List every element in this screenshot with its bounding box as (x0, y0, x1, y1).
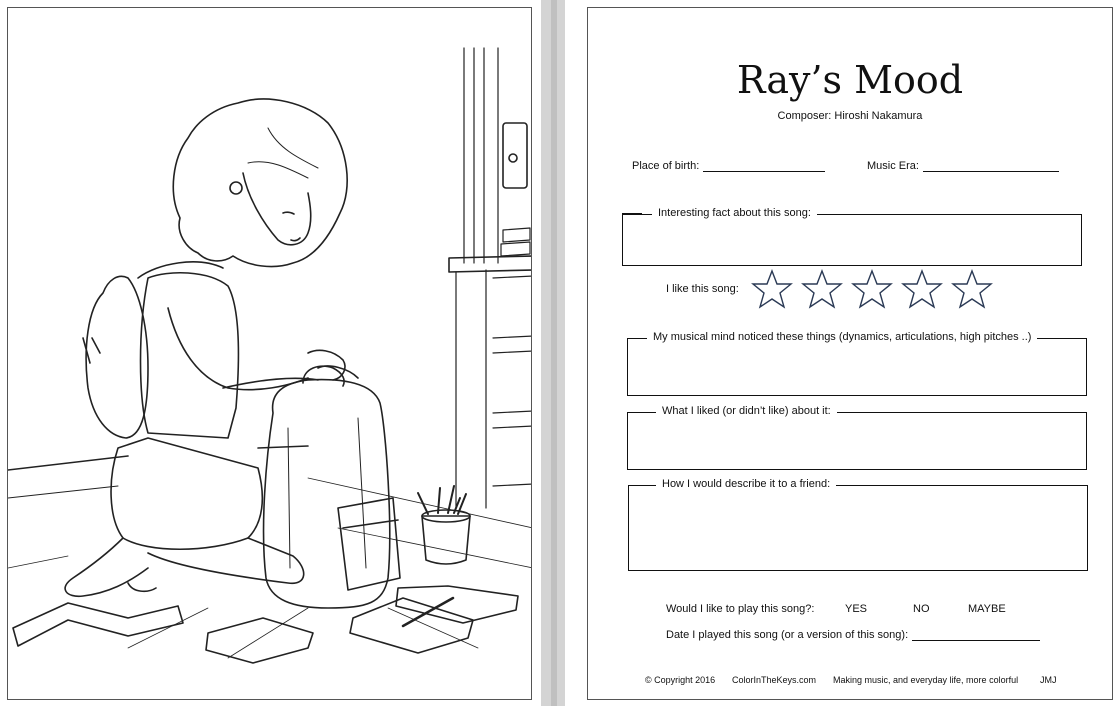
star-icon[interactable] (751, 269, 793, 309)
noticed-things-box[interactable] (627, 338, 1087, 396)
footer-copyright: © Copyright 2016 (645, 675, 716, 685)
play-question-label: Would I like to play this song?: (666, 603, 815, 615)
song-title: Ray’s Mood (736, 58, 964, 102)
liked-box[interactable] (627, 412, 1087, 470)
page-separator-gutter (551, 0, 557, 706)
footer-site: ColorInTheKeys.com (732, 675, 817, 685)
like-song-label: I like this song: (666, 283, 739, 295)
date-played-label: Date I played this song (or a version of this song): (666, 629, 909, 641)
star-icon[interactable] (851, 269, 893, 309)
coloring-page (7, 7, 532, 700)
box-edge (622, 213, 642, 215)
place-of-birth-input[interactable] (703, 159, 825, 172)
composer-line: Composer: Hiroshi Nakamura (777, 110, 923, 122)
noticed-things-label: My musical mind noticed these things (dynamics, articulations, high pitches ..) (647, 331, 1037, 343)
option-no[interactable]: NO (913, 603, 930, 615)
liked-label: What I liked (or didn’t like) about it: (656, 405, 837, 417)
music-worksheet-page (587, 7, 1113, 700)
music-era-label: Music Era: (867, 160, 919, 172)
footer-initials: JMJ (1040, 675, 1057, 685)
music-era-input[interactable] (923, 159, 1059, 172)
star-icon[interactable] (801, 269, 843, 309)
star-icon[interactable] (951, 269, 993, 309)
place-of-birth-field (632, 159, 825, 172)
option-maybe[interactable]: MAYBE (968, 603, 1006, 615)
date-played-input[interactable] (912, 628, 1040, 641)
coloring-illustration (8, 8, 532, 700)
footer-tagline: Making music, and everyday life, more colorful (833, 675, 1019, 685)
interesting-fact-label: Interesting fact about this song: (652, 207, 817, 219)
interesting-fact-box[interactable] (622, 214, 1082, 266)
rating-stars (751, 269, 993, 309)
describe-label: How I would describe it to a friend: (656, 478, 836, 490)
date-played-field (666, 628, 1040, 641)
music-era-field (867, 159, 1059, 172)
star-icon[interactable] (901, 269, 943, 309)
place-of-birth-label: Place of birth: (632, 160, 700, 172)
describe-box[interactable] (628, 485, 1088, 571)
play-question-row (666, 603, 1006, 615)
option-yes[interactable]: YES (845, 603, 868, 615)
